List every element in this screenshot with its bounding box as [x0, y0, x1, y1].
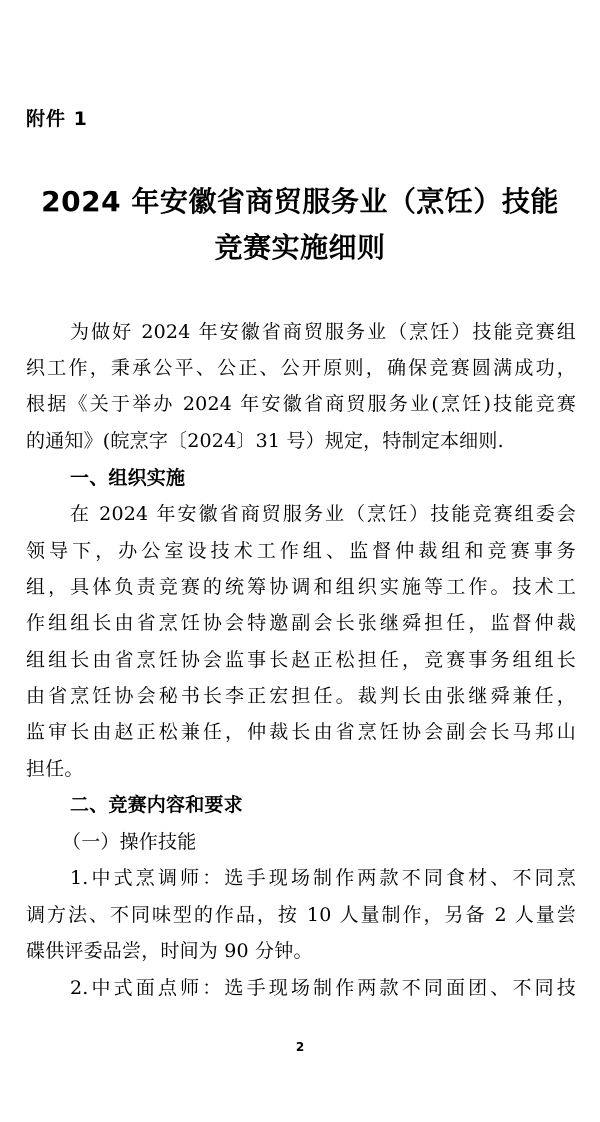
body-line: 碟供评委品尝，时间为 90 分钟。: [26, 940, 313, 962]
body-line: 的通知》(皖烹字〔2024〕31 号）规定，特制定本细则.: [26, 430, 504, 452]
body-line: 由省烹饪协会秘书长李正宏担任。裁判长由张继舜兼任，: [26, 685, 576, 707]
attachment-label: 附件 1: [26, 108, 88, 130]
body-line: 领导下，办公室设技术工作组、监督仲裁组和竞赛事务: [26, 540, 576, 562]
body-line: 根据《关于举办 2024 年安徽省商贸服务业(烹饪)技能竞赛: [26, 393, 576, 415]
subsection-heading: （一）操作技能: [62, 831, 197, 853]
body-line: 组，具体负责竞赛的统筹协调和组织实施等工作。技术工: [26, 576, 576, 598]
body-line: 调方法、不同味型的作品，按 10 人量制作，另备 2 人量尝: [26, 904, 576, 926]
page-number: 2: [295, 1040, 305, 1054]
body-line: 织工作，秉承公平、公正、公开原则，确保竞赛圆满成功，: [26, 357, 576, 379]
section-heading-1: 一、组织实施: [70, 467, 186, 489]
body-line: 1.中式烹调师：选手现场制作两款不同食材、不同烹: [70, 867, 576, 889]
body-line: 在 2024 年安徽省商贸服务业（烹饪）技能竞赛组委会: [70, 503, 576, 525]
document-title-line-2: 竞赛实施细则: [214, 231, 386, 264]
section-heading-2: 二、竞赛内容和要求: [70, 794, 243, 816]
document-title-line-1: 2024 年安徽省商贸服务业（烹饪）技能: [41, 185, 559, 218]
body-line: 为做好 2024 年安徽省商贸服务业（烹饪）技能竞赛组: [70, 321, 576, 343]
body-line: 作组组长由省烹饪协会特邀副会长张继舜担任，监督仲裁: [26, 612, 576, 634]
body-line: 担任。: [26, 758, 84, 780]
body-line: 组组长由省烹饪协会监事长赵正松担任，竞赛事务组组长: [26, 649, 576, 671]
body-line: 监审长由赵正松兼任，仲裁长由省烹饪协会副会长马邦山: [26, 721, 576, 743]
body-line: 2.中式面点师：选手现场制作两款不同面团、不同技: [70, 977, 576, 999]
